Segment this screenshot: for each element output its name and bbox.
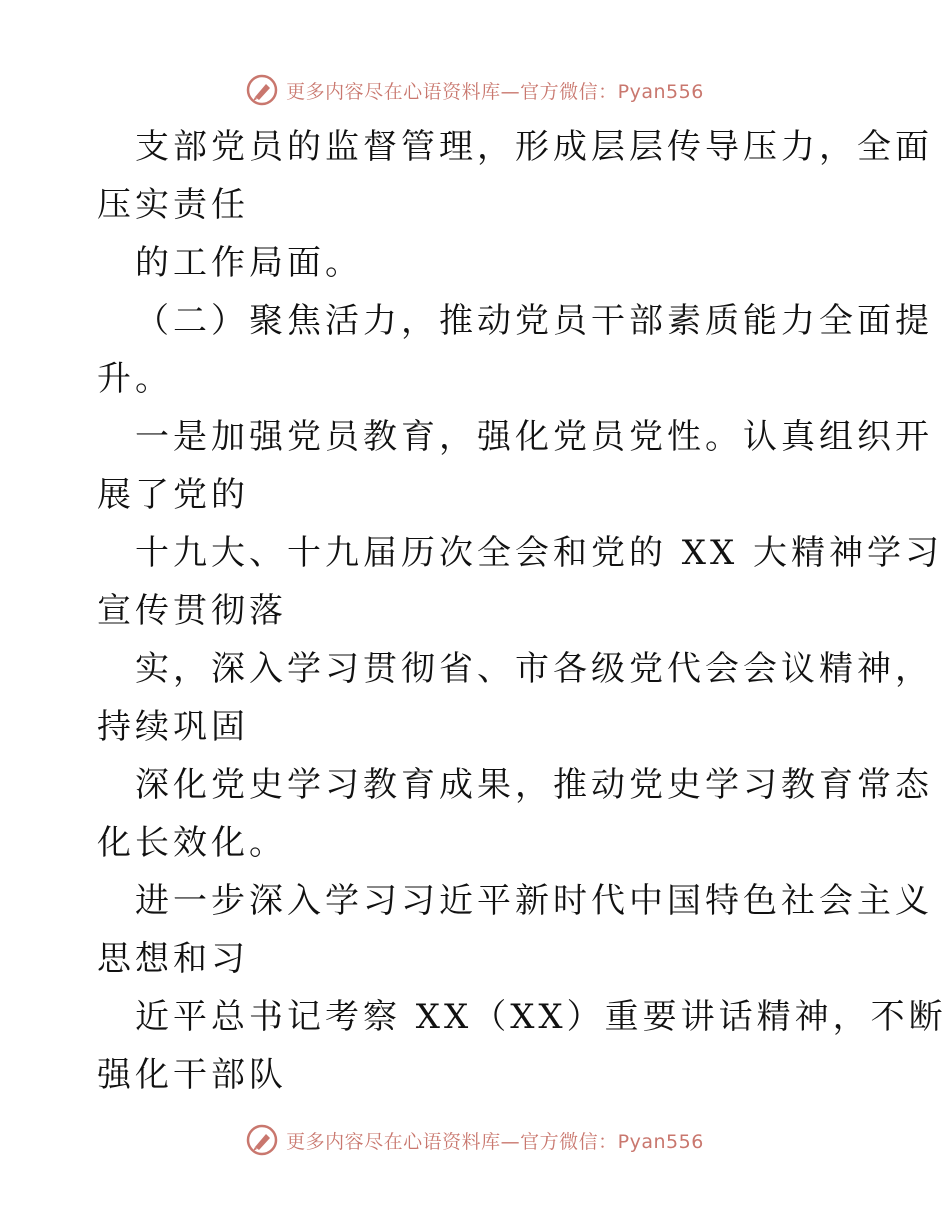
body-line: 十九大、十九届历次全会和党的 XX 大精神学习 (135, 533, 944, 573)
body-line: 宣传贯彻落 (97, 591, 287, 631)
footer-watermark (0, 1120, 950, 1160)
document-body (97, 118, 947, 1104)
body-line: 一是加强党员教育，强化党员党性。认真组织开 (135, 417, 933, 457)
header-watermark (0, 70, 950, 110)
pen-nib-logo-icon (246, 74, 278, 106)
body-line: 实，深入学习贯彻省、市各级党代会会议精神， (135, 649, 933, 689)
body-line: 压实责任 (97, 185, 249, 225)
watermark-text: 更多内容尽在心语资料库—官方微信：Pyan556 (286, 1130, 704, 1153)
body-line: 持续巩固 (97, 707, 249, 747)
body-line: 展了党的 (97, 475, 249, 515)
body-line: 思想和习 (97, 939, 249, 979)
watermark-text: 更多内容尽在心语资料库—官方微信：Pyan556 (286, 80, 704, 103)
body-line: 支部党员的监督管理，形成层层传导压力，全面 (135, 127, 933, 167)
pen-nib-logo-icon (246, 1124, 278, 1156)
body-line: 的工作局面。 (135, 243, 363, 283)
body-line: 近平总书记考察 XX（XX）重要讲话精神，不断 (135, 997, 947, 1037)
body-line: 强化干部队 (97, 1055, 287, 1095)
body-line: （二）聚焦活力，推动党员干部素质能力全面提 (135, 301, 933, 341)
body-line: 升。 (97, 359, 173, 399)
body-line: 化长效化。 (97, 823, 287, 863)
body-line: 深化党史学习教育成果，推动党史学习教育常态 (135, 765, 933, 805)
body-line: 进一步深入学习习近平新时代中国特色社会主义 (135, 881, 933, 921)
